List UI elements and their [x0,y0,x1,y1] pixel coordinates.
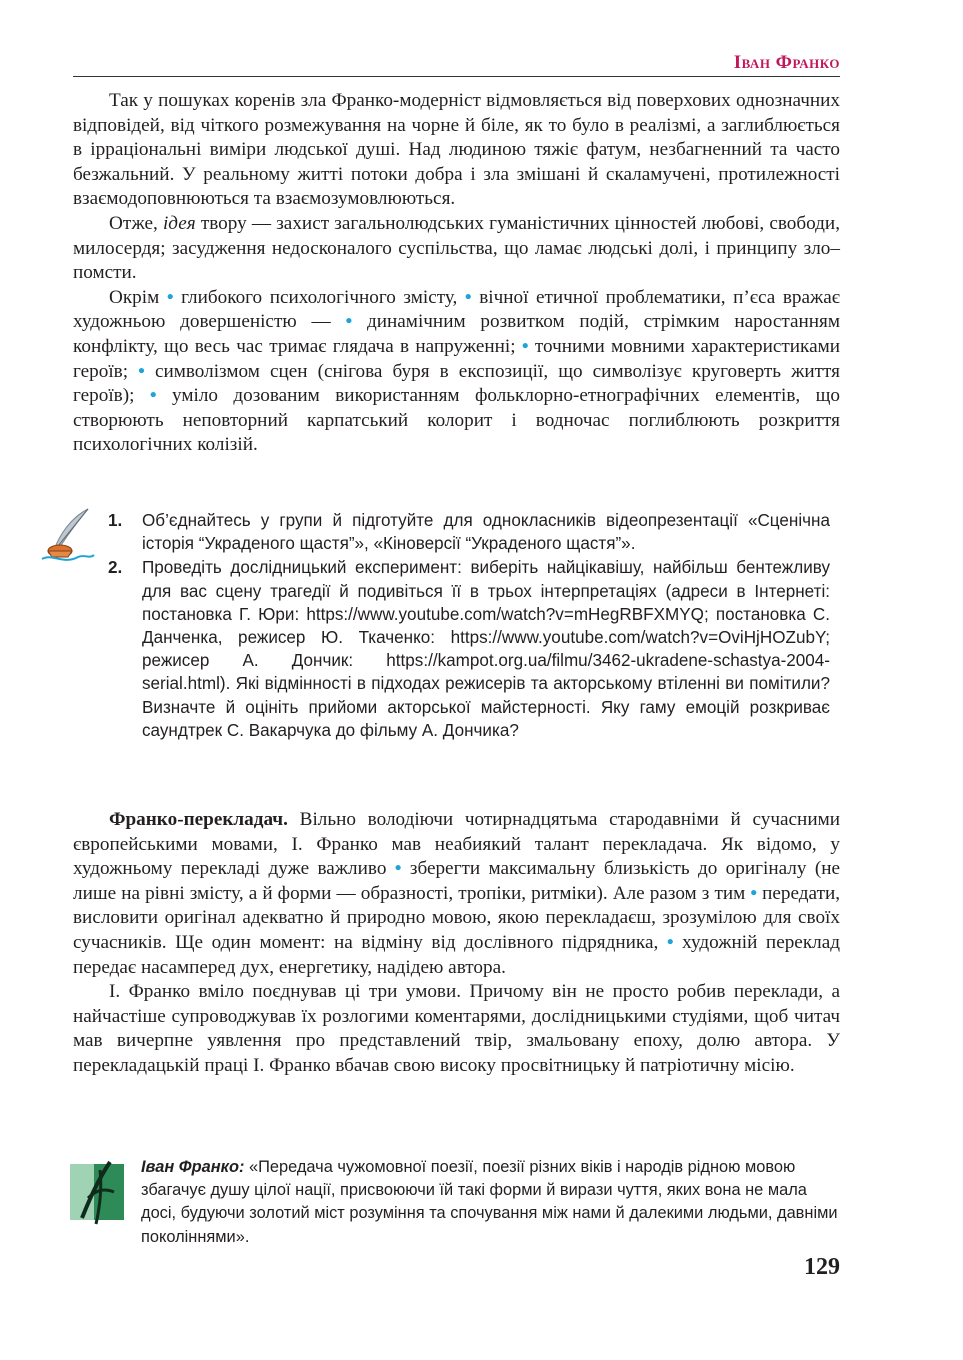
paragraph-translator: Франко-перекладач. Вільно володіючи чотирнадцятьма стародавніми й сучасними європейськими мовами, І. Франко мав неабиякий талант перекладача. Як відомо, у художньому перекладі дуже важливо • зберегти максимальну близькість до оригіналу (не лише на рівні змісту, а й форми — образності, тропіки, ритміки). Але разом з тим • передати, висловити оригінал адекватно й природно мовою, якою перекладаєш, зрозумілою для своїх сучасників. Ще один момент: на відміну від дослівного підрядника, • художній переклад передає насамперед дух, енергетику, надідею автора. [73,809,841,978]
task-item [108,556,830,742]
task-number: 2. [108,558,123,578]
paragraph-features: Окрім • глибокого психологічного змісту, • вічної етичної проблематики, п’єса вражає художньою довершеністю — • динамічним розвитком подій, стрімким наростанням конфлікту, що весь час тримає глядача в напруженні; • точними мовними характеристиками героїв; • символізмом сцен (снігова буря в експозиції, що символізує круговерть життя героїв); • уміло дозованим використанням фольклорно-етнографічних елементів, що створюють неповторний карпатський колорит і водночас поглиблюють розкриття психологічних колізій. [73,286,841,456]
bullet-icon: • [464,286,472,308]
quote-text: «Передача чужомовної поезії, поезії різних віків і народів рідною мовою збагачує душу цілої нації, присвоюючи їй такі форми й вирази чуття, яких вона не мала досі, будуючи золотий міст розуміння та спочування між нами й далекими людьми, давніми поколіннями». [141,1158,838,1246]
idea-term: ідея [162,212,196,234]
tasks-list [108,509,830,742]
section-heading: Франко-перекладач. [109,809,288,830]
paragraph-mission: І. Франко вміло поєднував ці три умови. Причому він не просто робив переклади, а найчастіше супроводжував їх розлогими коментарями, дослідницькими студіями, щоб читач мав вичерпне уявлення про представлений твір, змальовану епоху, долю автора. У перекладацькій праці І. Франко вбачав свою високу просвітницьку й патріотичну місію. [73,981,840,1076]
header-title: Іван Франко [733,52,840,73]
section-conclusion [73,89,840,458]
quote-author: Іван Франко: [141,1158,245,1176]
bullet-icon: • [666,931,674,953]
page-number: 129 [804,1254,840,1280]
quill-inkwell-icon [38,507,98,567]
task-number: 1. [108,511,123,530]
bullet-icon: • [521,335,529,357]
author-quote-icon [70,1158,124,1226]
bullet-icon: • [149,385,157,407]
paragraph-modernism: Так у пошуках коренів зла Франко-модерніст відмовляється від поверхових однозначних відповідей, від чіткого розмежування на чорне й біле, як то було в реалізмі, а заглиблюється в ірраціональні виміри людської душі. Над людиною тяжіє фатум, незбагненний та часто безжальний. У реальному житті потоки добра і зла змішані й скаламучені, протилежності взаємодоповнюються та взаємозумовлюються. [73,90,840,210]
bullet-icon: • [345,311,353,333]
task-text: Об’єднайтесь у групи й підготуйте для однокласників відеопрезентації «Сценічна історія “Украденого щастя”», «Кіноверсії “Украденого щастя”». [142,511,830,554]
author-quote [141,1156,841,1249]
running-header [73,50,840,77]
paragraph-idea: Отже, ідея твору — захист загальнолюдських гуманістичних цінностей любові, свободи, милосердя; засудження недосконалого суспільства, що ламає людські долі, і принципу зло–помсти. [73,212,840,284]
section-translator [73,808,840,1079]
bullet-icon: • [394,858,402,880]
task-text: Проведіть дослідницький експеримент: виберіть найцікавішу, найбільш бентежливу для вас сцену трагедії й подивіться її в трьох інтерпретаціях (адреси в Інтернеті: постановка Г. Юри: https://www.youtube.com/watch?v=mHegRBFXMYQ; постановка С. Данченка, режисер Ю. Ткаченко: https://www.youtube.com/watch?v=OviHjHOZubY; режисер А. Дончик: https://kampot.org.ua/filmu/3462-ukradene-schastya-2004-serial.html). Які відмінності в підходах режисерів та акторському втіленні ви помітили? Визначте й оцініть прийоми акторської майстерності. Яку гаму емоцій розкриває саундтрек С. Вакарчука до фільму А. Дончика? [142,558,830,740]
bullet-icon: • [138,360,145,382]
bullet-icon: • [750,882,758,904]
bullet-icon: • [166,286,174,308]
task-item [108,509,830,555]
